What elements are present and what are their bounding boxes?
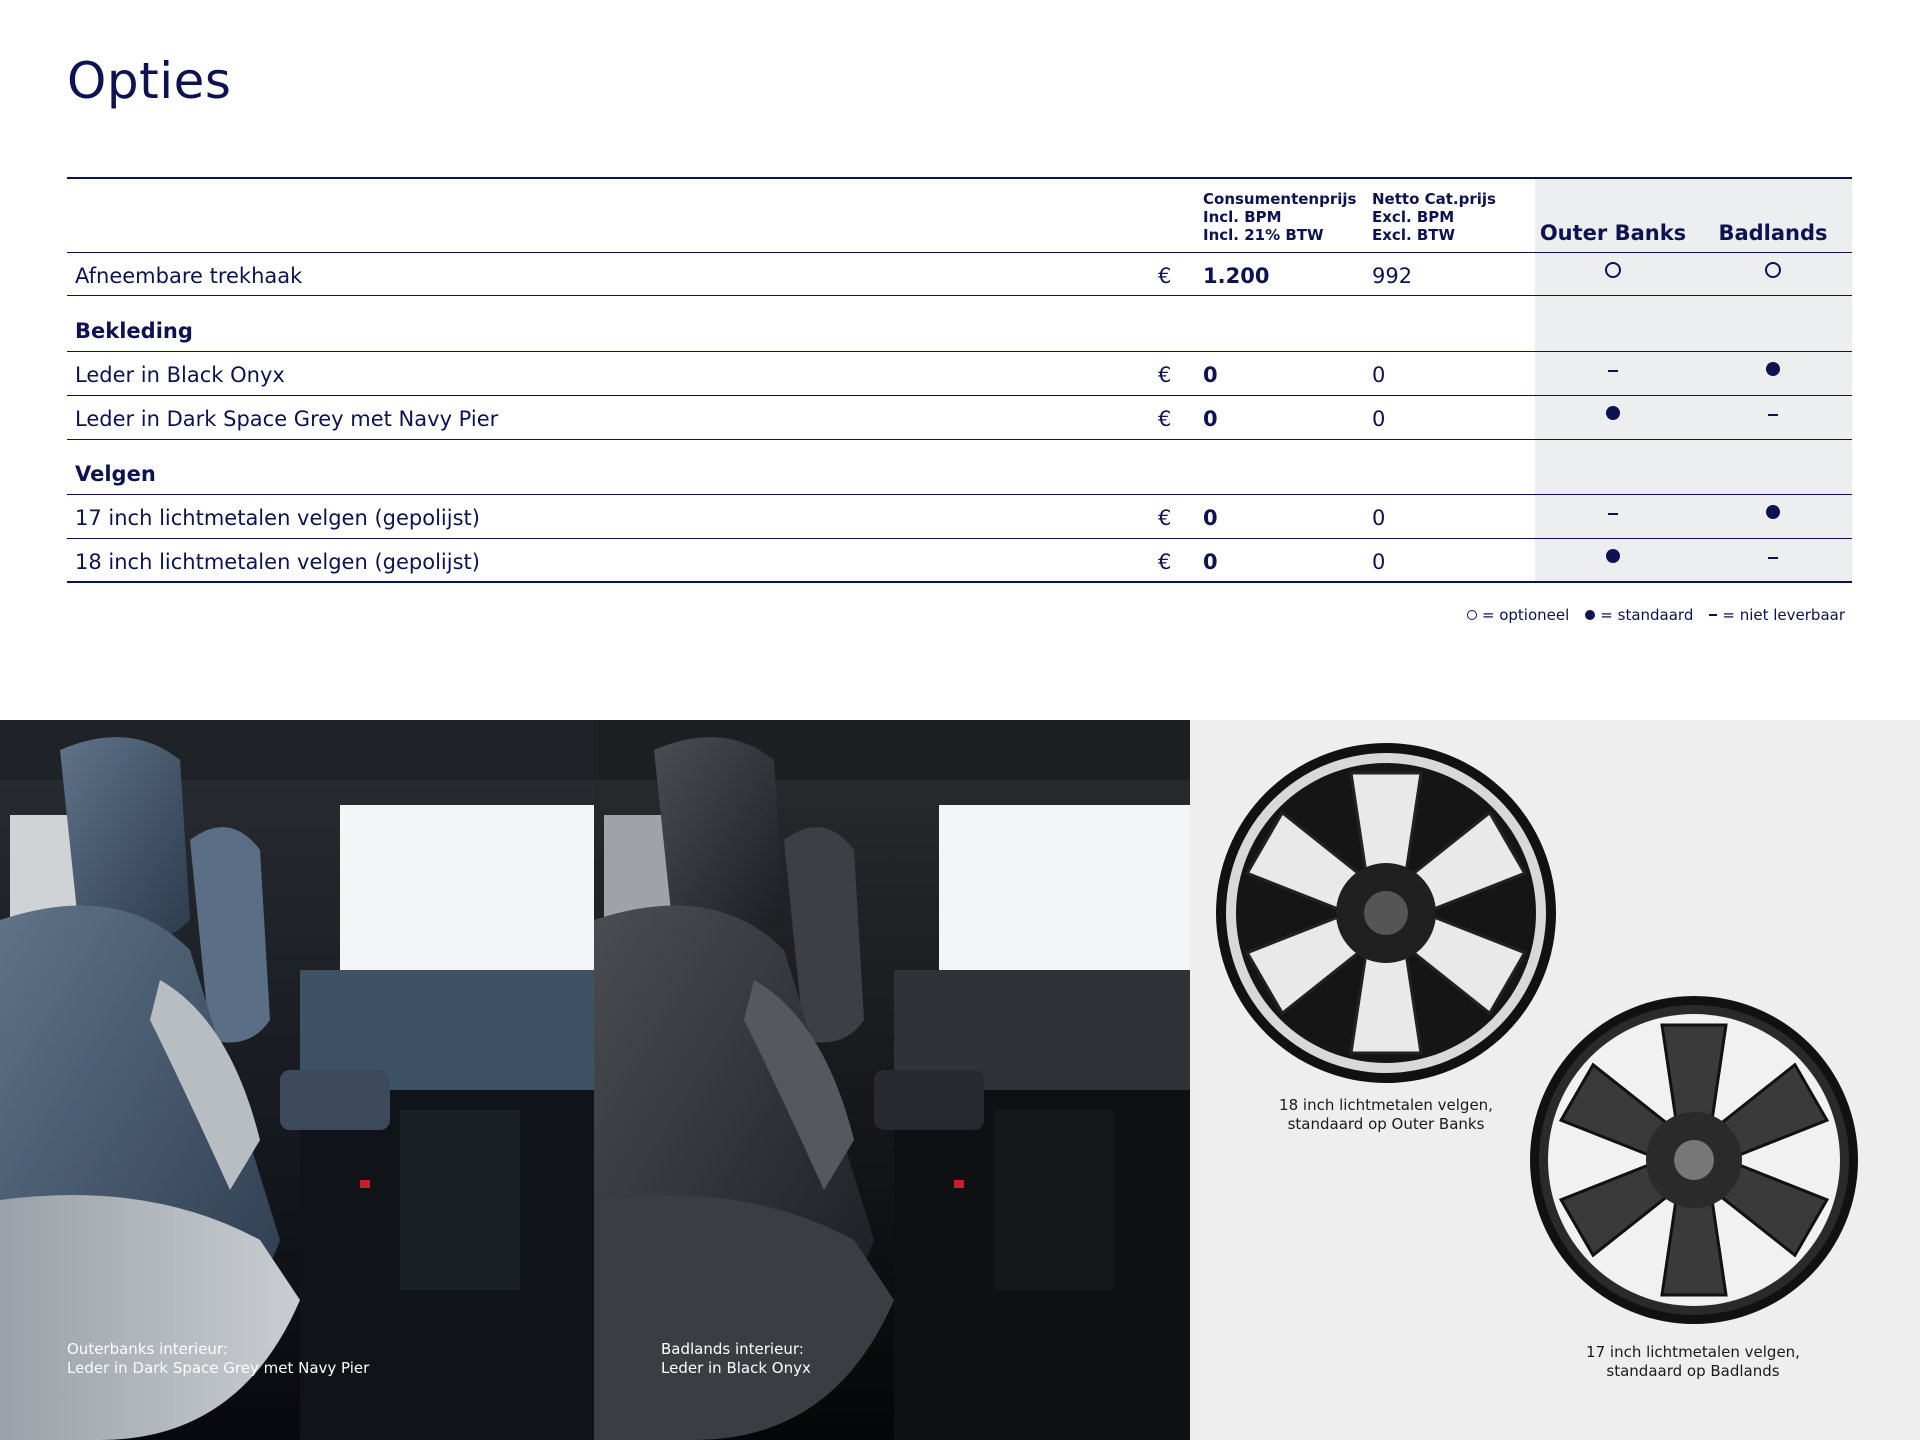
legend-optional: = optioneel: [1467, 606, 1569, 624]
option-label: Leder in Dark Space Grey met Navy Pier: [75, 407, 499, 431]
wheel-18-caption: 18 inch lichtmetalen velgen, standaard op Outer Banks: [1279, 1096, 1493, 1133]
standard-marker-icon: [1593, 405, 1633, 425]
option-label: 17 inch lichtmetalen velgen (gepolijst): [75, 506, 480, 530]
not-available-marker-icon: [1753, 548, 1793, 568]
table-bottom-rule: [67, 581, 1852, 583]
consumer-price: 0: [1203, 407, 1218, 431]
page-title: Opties: [67, 52, 232, 110]
consumer-price-header: Consumentenprijs Incl. BPM Incl. 21% BTW: [1203, 190, 1357, 244]
outer-banks-header: Outer Banks: [1539, 221, 1687, 245]
optional-marker-icon: [1753, 262, 1793, 283]
legend-standard: = standaard: [1585, 606, 1693, 624]
row-rule: [67, 295, 1852, 296]
row-rule: [67, 538, 1852, 539]
header-rule: [67, 252, 1852, 253]
option-label: Leder in Black Onyx: [75, 363, 285, 387]
row-rule: [67, 351, 1852, 352]
netto-price-header: Netto Cat.prijs Excl. BPM Excl. BTW: [1372, 190, 1496, 244]
standard-marker-icon: [1753, 504, 1793, 524]
standard-marker-icon: [1585, 610, 1595, 620]
not-available-marker-icon: [1709, 614, 1717, 616]
currency-symbol: €: [1158, 407, 1172, 431]
wheel-17-caption: 17 inch lichtmetalen velgen, standaard op Badlands: [1586, 1343, 1800, 1380]
consumer-price: 0: [1203, 550, 1218, 574]
not-available-marker-icon: [1753, 405, 1793, 425]
badlands-header: Badlands: [1718, 221, 1828, 245]
legend: [1467, 606, 1845, 624]
not-available-marker-icon: [1593, 504, 1633, 524]
wheel-18-image: [1216, 743, 1556, 1083]
currency-symbol: €: [1158, 264, 1172, 288]
currency-symbol: €: [1158, 506, 1172, 530]
netto-price: 0: [1372, 506, 1386, 530]
optional-marker-icon: [1467, 610, 1477, 620]
netto-price: 0: [1372, 550, 1386, 574]
option-label: Afneembare trekhaak: [75, 264, 303, 288]
table-top-rule: [67, 177, 1852, 179]
standard-marker-icon: [1593, 548, 1633, 568]
netto-price: 992: [1372, 264, 1413, 288]
row-rule: [67, 395, 1852, 396]
netto-price: 0: [1372, 407, 1386, 431]
row-rule: [67, 439, 1852, 440]
consumer-price: 0: [1203, 506, 1218, 530]
standard-marker-icon: [1753, 361, 1793, 381]
wheels-panel: [1190, 720, 1920, 1440]
badlands-caption: Badlands interieur: Leder in Black Onyx: [661, 1340, 811, 1377]
section-heading-velgen: Velgen: [75, 462, 156, 486]
outerbanks-interior-photo: [0, 720, 594, 1440]
currency-symbol: €: [1158, 363, 1172, 387]
optional-marker-icon: [1593, 262, 1633, 283]
netto-price: 0: [1372, 363, 1386, 387]
wheel-17-image: [1530, 996, 1858, 1324]
currency-symbol: €: [1158, 550, 1172, 574]
row-rule: [67, 494, 1852, 495]
not-available-marker-icon: [1593, 361, 1633, 381]
badlands-interior-photo: [594, 720, 1190, 1440]
consumer-price: 0: [1203, 363, 1218, 387]
legend-not-available: = niet leverbaar: [1709, 606, 1845, 624]
outerbanks-caption: Outerbanks interieur: Leder in Dark Space Grey met Navy Pier: [67, 1340, 370, 1377]
section-heading-bekleding: Bekleding: [75, 319, 193, 343]
option-label: 18 inch lichtmetalen velgen (gepolijst): [75, 550, 480, 574]
consumer-price: 1.200: [1203, 264, 1270, 288]
